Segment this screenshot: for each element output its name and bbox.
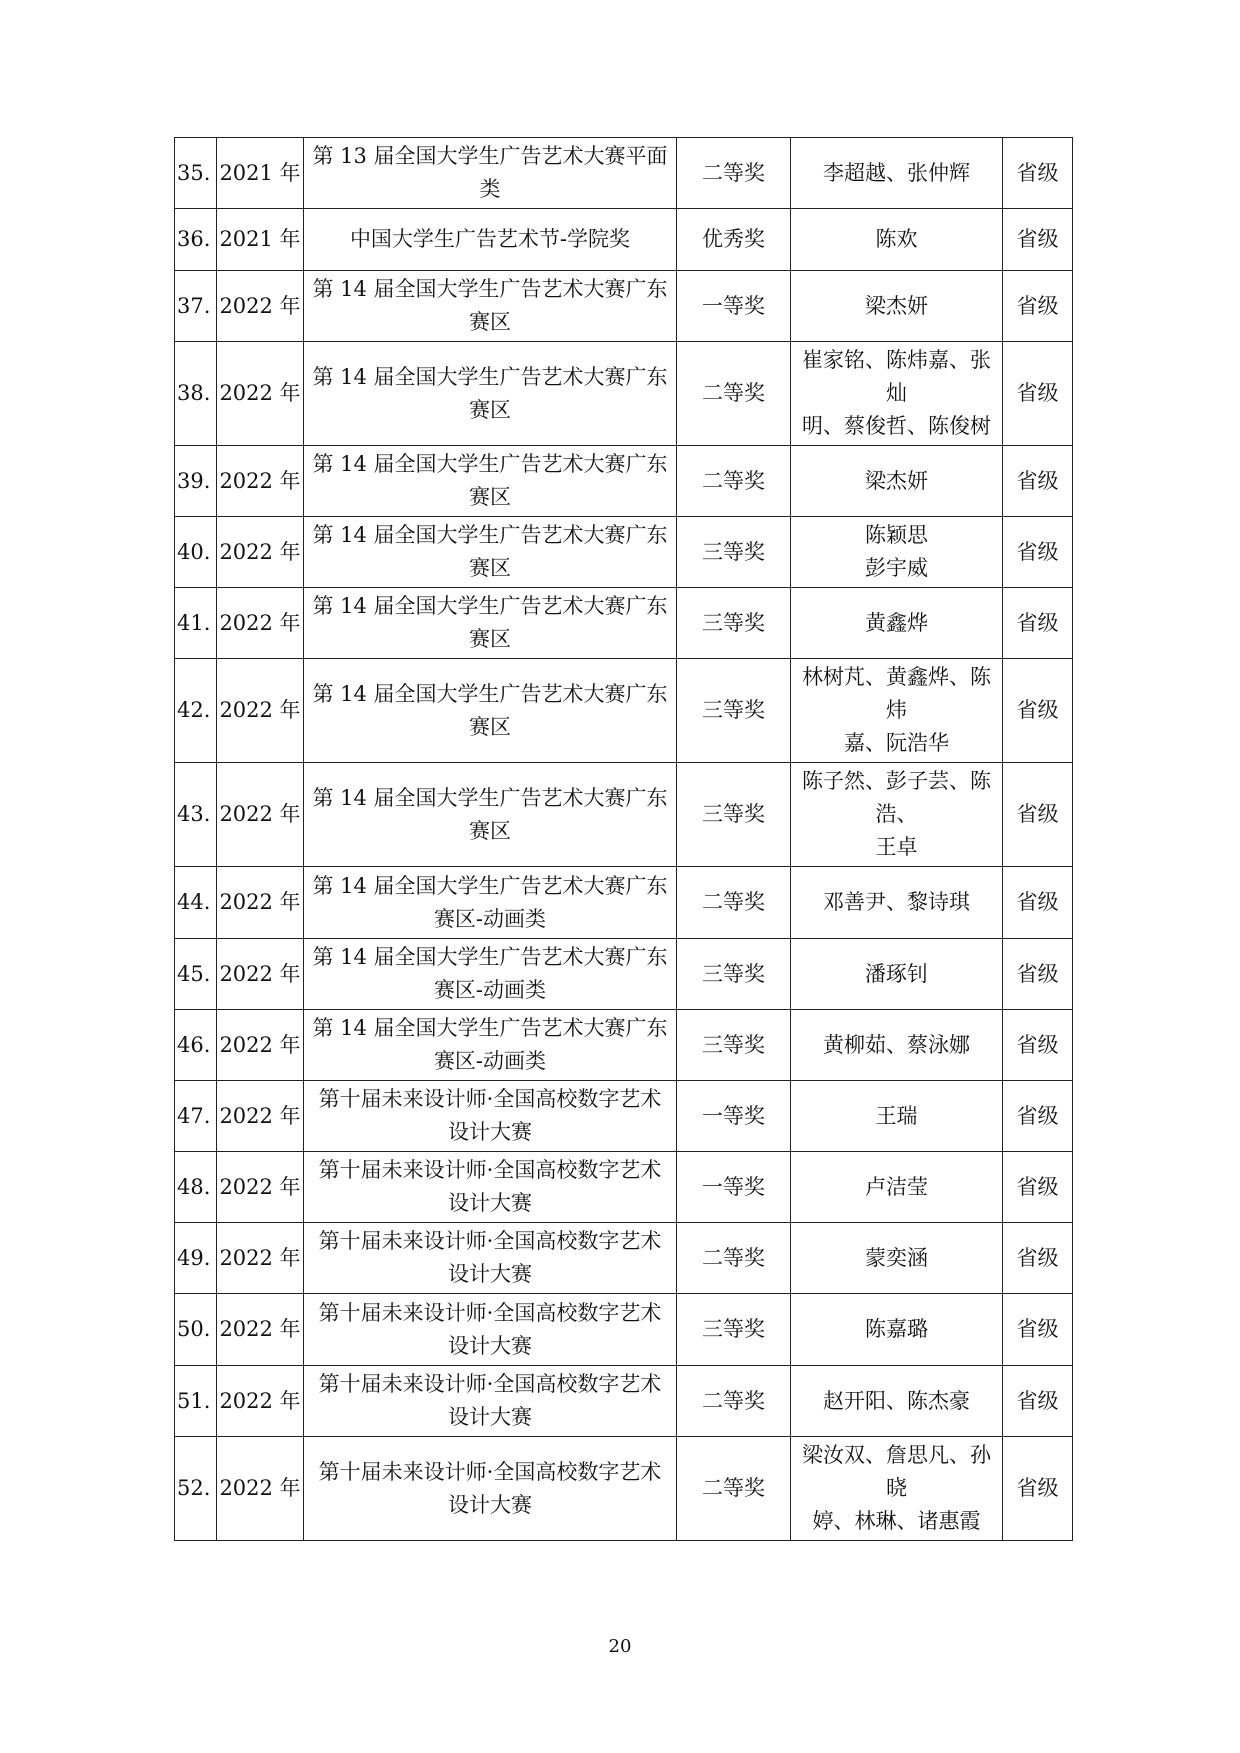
year-cell: 2022 年 [217, 659, 304, 763]
competition-cell-line: 第 14 届全国大学生广告艺术大赛广东 [312, 785, 668, 810]
year-cell: 2022 年 [217, 588, 304, 659]
award-cell: 一等奖 [677, 271, 791, 342]
winners-cell-line: 彭宇威 [865, 556, 928, 580]
level-cell: 省级 [1003, 342, 1073, 446]
competition-cell-line: 设计大赛 [448, 1262, 532, 1286]
competition-cell [304, 659, 677, 763]
competition-cell-line: 第 14 届全国大学生广告艺术大赛广东 [312, 594, 668, 618]
table-row [175, 763, 1073, 867]
winners-cell-line: 梁杰妍 [865, 468, 928, 493]
winners-cell-line: 陈子然、彭子芸、陈浩、 [802, 769, 991, 826]
table-row [175, 1081, 1073, 1152]
row-number-cell: 44. [175, 867, 217, 939]
winners-cell [791, 1152, 1003, 1223]
table-row [175, 588, 1073, 659]
winners-cell-line: 邓善尹、黎诗琪 [823, 890, 970, 914]
table-row [175, 446, 1073, 517]
winners-cell-line: 蒙奕涵 [865, 1245, 928, 1270]
award-cell: 三等奖 [677, 588, 791, 659]
award-cell: 一等奖 [677, 1081, 791, 1152]
competition-cell [304, 517, 677, 588]
competition-cell-line: 赛区-动画类 [433, 906, 547, 931]
competition-cell-line: 赛区-动画类 [433, 1049, 547, 1073]
winners-cell-line: 婷、林琳、诸惠霞 [812, 1509, 981, 1533]
competition-cell [304, 138, 677, 209]
winners-cell-line: 王卓 [875, 835, 918, 859]
competition-cell-line: 第 14 届全国大学生广告艺术大赛广东 [312, 873, 668, 898]
competition-cell [304, 1010, 677, 1081]
competition-cell-line: 赛区 [469, 714, 511, 739]
competition-cell [304, 271, 677, 342]
year-cell: 2022 年 [217, 342, 304, 446]
award-cell: 二等奖 [677, 446, 791, 517]
competition-cell-line: 赛区 [469, 556, 511, 580]
table-row [175, 209, 1073, 271]
row-number-cell: 48. [175, 1152, 217, 1223]
winners-cell [791, 1437, 1003, 1541]
competition-cell-line: 第 14 届全国大学生广告艺术大赛广东 [312, 1016, 668, 1040]
competition-cell-line: 赛区 [469, 397, 511, 422]
row-number-cell: 45. [175, 939, 217, 1010]
competition-cell-line: 第十届未来设计师·全国高校数字艺术 [318, 1300, 662, 1325]
row-number-cell: 49. [175, 1223, 217, 1294]
winners-cell-line: 卢洁莹 [865, 1174, 928, 1199]
competition-cell-line: 第 14 届全国大学生广告艺术大赛广东 [312, 277, 668, 301]
competition-cell-line: 赛区 [469, 627, 511, 651]
award-cell: 优秀奖 [677, 209, 791, 271]
competition-cell [304, 1223, 677, 1294]
competition-cell-line: 设计大赛 [448, 1405, 532, 1429]
year-cell: 2022 年 [217, 1010, 304, 1081]
table-row [175, 1152, 1073, 1223]
row-number-cell: 43. [175, 763, 217, 867]
competition-cell [304, 1366, 677, 1437]
competition-cell-line: 赛区 [469, 818, 511, 843]
year-cell: 2022 年 [217, 867, 304, 939]
competition-cell [304, 342, 677, 446]
year-cell: 2022 年 [217, 1081, 304, 1152]
year-cell: 2022 年 [217, 271, 304, 342]
winners-cell [791, 446, 1003, 517]
competition-cell [304, 1081, 677, 1152]
level-cell: 省级 [1003, 517, 1073, 588]
winners-cell-line: 崔家铭、陈炜嘉、张灿 [802, 348, 991, 405]
award-cell: 二等奖 [677, 1223, 791, 1294]
award-cell: 二等奖 [677, 1437, 791, 1541]
competition-cell [304, 1294, 677, 1366]
level-cell: 省级 [1003, 659, 1073, 763]
competition-cell-line: 设计大赛 [448, 1191, 532, 1215]
competition-cell [304, 446, 677, 517]
award-cell: 二等奖 [677, 138, 791, 209]
table-row [175, 517, 1073, 588]
table-row [175, 1223, 1073, 1294]
winners-cell [791, 1366, 1003, 1437]
level-cell: 省级 [1003, 939, 1073, 1010]
winners-cell-line: 黄鑫烨 [865, 610, 928, 635]
award-cell: 三等奖 [677, 939, 791, 1010]
year-cell: 2022 年 [217, 939, 304, 1010]
winners-cell-line: 梁汝双、詹思凡、孙晓 [802, 1443, 991, 1500]
year-cell: 2022 年 [217, 1366, 304, 1437]
row-number-cell: 51. [175, 1366, 217, 1437]
level-cell: 省级 [1003, 867, 1073, 939]
award-cell: 二等奖 [677, 342, 791, 446]
competition-cell-line: 第十届未来设计师·全国高校数字艺术 [318, 1372, 662, 1396]
winners-cell [791, 1081, 1003, 1152]
winners-cell-line: 梁杰妍 [865, 293, 928, 318]
winners-cell-line: 陈嘉璐 [865, 1317, 928, 1341]
competition-cell-line: 第 14 届全国大学生广告艺术大赛广东 [312, 681, 668, 706]
winners-cell-line: 明、蔡俊哲、陈俊树 [802, 414, 991, 438]
winners-cell [791, 867, 1003, 939]
winners-cell-line: 陈欢 [875, 227, 918, 251]
row-number-cell: 38. [175, 342, 217, 446]
year-cell: 2022 年 [217, 517, 304, 588]
awards-table-body [175, 138, 1073, 1541]
row-number-cell: 52. [175, 1437, 217, 1541]
level-cell: 省级 [1003, 1081, 1073, 1152]
award-cell: 三等奖 [677, 1294, 791, 1366]
year-cell: 2021 年 [217, 209, 304, 271]
row-number-cell: 36. [175, 209, 217, 271]
page-number: 20 [608, 1636, 632, 1657]
row-number-cell: 46. [175, 1010, 217, 1081]
year-cell: 2022 年 [217, 763, 304, 867]
winners-cell-line: 潘琢钊 [865, 961, 928, 986]
winners-cell-line: 嘉、阮浩华 [844, 731, 949, 755]
table-row [175, 867, 1073, 939]
competition-cell-line: 设计大赛 [448, 1120, 532, 1144]
table-row [175, 659, 1073, 763]
competition-cell-line: 设计大赛 [448, 1333, 532, 1358]
year-cell: 2022 年 [217, 1437, 304, 1541]
award-cell: 二等奖 [677, 867, 791, 939]
winners-cell [791, 138, 1003, 209]
competition-cell-line: 设计大赛 [448, 1492, 532, 1517]
table-row [175, 939, 1073, 1010]
level-cell: 省级 [1003, 446, 1073, 517]
row-number-cell: 42. [175, 659, 217, 763]
row-number-cell: 50. [175, 1294, 217, 1366]
table-row [175, 1294, 1073, 1366]
competition-cell-line: 第十届未来设计师·全国高校数字艺术 [318, 1158, 662, 1182]
year-cell: 2022 年 [217, 1152, 304, 1223]
winners-cell [791, 1010, 1003, 1081]
awards-table [174, 137, 1073, 1541]
table-row [175, 271, 1073, 342]
row-number-cell: 35. [175, 138, 217, 209]
competition-cell-line: 第 14 届全国大学生广告艺术大赛广东 [312, 452, 668, 476]
level-cell: 省级 [1003, 138, 1073, 209]
competition-cell-line: 第 14 届全国大学生广告艺术大赛广东 [312, 364, 668, 389]
competition-cell [304, 867, 677, 939]
row-number-cell: 41. [175, 588, 217, 659]
competition-cell-line: 类 [479, 177, 501, 201]
award-cell: 三等奖 [677, 659, 791, 763]
competition-cell-line: 赛区-动画类 [433, 978, 547, 1002]
winners-cell-line: 李超越、张仲辉 [823, 160, 970, 185]
competition-cell [304, 763, 677, 867]
level-cell: 省级 [1003, 1152, 1073, 1223]
award-cell: 三等奖 [677, 517, 791, 588]
competition-cell [304, 939, 677, 1010]
row-number-cell: 39. [175, 446, 217, 517]
winners-cell-line: 王瑞 [875, 1103, 918, 1128]
winners-cell [791, 517, 1003, 588]
award-cell: 二等奖 [677, 1366, 791, 1437]
level-cell: 省级 [1003, 588, 1073, 659]
year-cell: 2022 年 [217, 446, 304, 517]
competition-cell-line: 第十届未来设计师·全国高校数字艺术 [318, 1087, 662, 1111]
competition-cell [304, 1152, 677, 1223]
year-cell: 2022 年 [217, 1223, 304, 1294]
winners-cell-line: 陈颖思 [865, 523, 928, 547]
table-row [175, 1437, 1073, 1541]
competition-cell-line: 第十届未来设计师·全国高校数字艺术 [318, 1229, 662, 1253]
year-cell: 2022 年 [217, 1294, 304, 1366]
table-row [175, 138, 1073, 209]
competition-cell [304, 588, 677, 659]
winners-cell [791, 1223, 1003, 1294]
winners-cell [791, 1294, 1003, 1366]
winners-cell [791, 939, 1003, 1010]
table-row [175, 1366, 1073, 1437]
competition-cell-line: 第 14 届全国大学生广告艺术大赛广东 [312, 945, 668, 969]
winners-cell [791, 763, 1003, 867]
winners-cell [791, 588, 1003, 659]
level-cell: 省级 [1003, 763, 1073, 867]
award-cell: 三等奖 [677, 1010, 791, 1081]
level-cell: 省级 [1003, 1294, 1073, 1366]
level-cell: 省级 [1003, 1437, 1073, 1541]
competition-cell-line: 中国大学生广告艺术节-学院奖 [349, 227, 631, 251]
level-cell: 省级 [1003, 1366, 1073, 1437]
winners-cell [791, 659, 1003, 763]
level-cell: 省级 [1003, 271, 1073, 342]
competition-cell-line: 第十届未来设计师·全国高校数字艺术 [318, 1459, 662, 1484]
competition-cell-line: 第 13 届全国大学生广告艺术大赛平面 [312, 144, 668, 168]
winners-cell [791, 342, 1003, 446]
competition-cell-line: 第 14 届全国大学生广告艺术大赛广东 [312, 523, 668, 547]
winners-cell [791, 271, 1003, 342]
row-number-cell: 47. [175, 1081, 217, 1152]
award-cell: 一等奖 [677, 1152, 791, 1223]
competition-cell-line: 赛区 [469, 485, 511, 509]
level-cell: 省级 [1003, 209, 1073, 271]
winners-cell-line: 黄柳茹、蔡泳娜 [823, 1032, 970, 1057]
competition-cell [304, 209, 677, 271]
table-row [175, 342, 1073, 446]
winners-cell-line: 林树芃、黄鑫烨、陈炜 [802, 665, 991, 722]
competition-cell-line: 赛区 [469, 310, 511, 334]
row-number-cell: 40. [175, 517, 217, 588]
level-cell: 省级 [1003, 1010, 1073, 1081]
table-row [175, 1010, 1073, 1081]
year-cell: 2021 年 [217, 138, 304, 209]
row-number-cell: 37. [175, 271, 217, 342]
winners-cell [791, 209, 1003, 271]
competition-cell [304, 1437, 677, 1541]
award-cell: 三等奖 [677, 763, 791, 867]
winners-cell-line: 赵开阳、陈杰豪 [823, 1388, 970, 1413]
level-cell: 省级 [1003, 1223, 1073, 1294]
